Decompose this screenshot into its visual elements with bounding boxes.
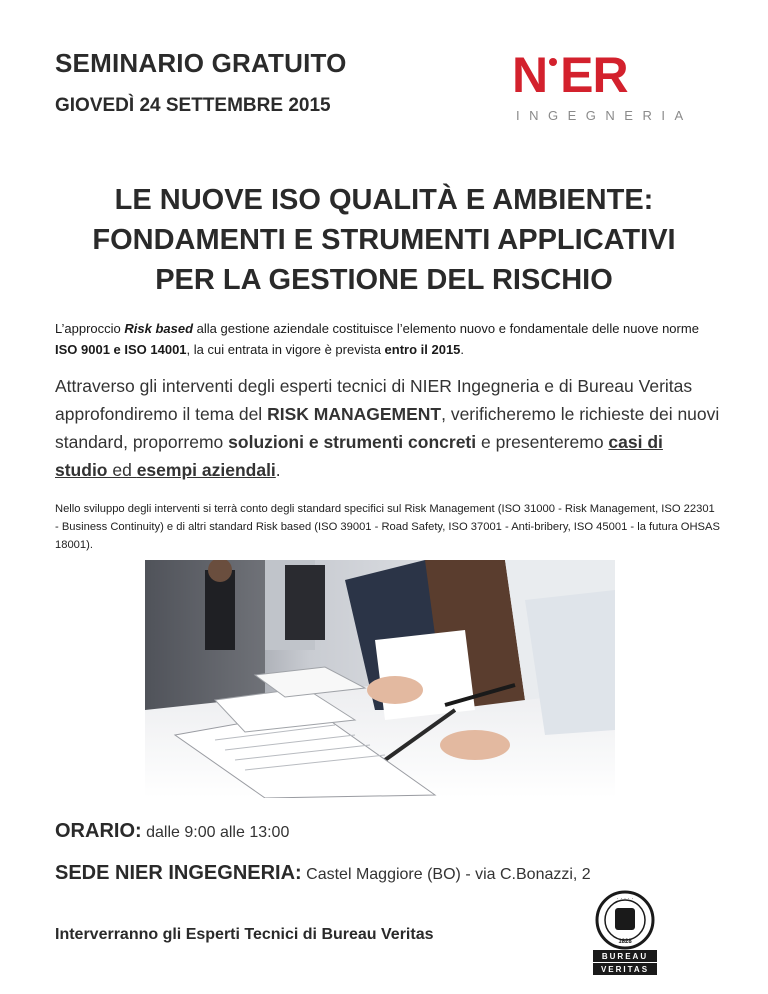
logo-brand-left: N	[512, 47, 548, 103]
main-title	[30, 180, 738, 300]
bureau-veritas-logo	[585, 888, 665, 978]
logo-brand-right: ER	[560, 47, 628, 103]
bv-year: 1828	[618, 939, 632, 945]
seminar-title: SEMINARIO GRATUITO	[55, 48, 347, 78]
title-line: PER LA GESTIONE DEL RISCHIO	[155, 264, 613, 296]
standards-note: Nello sviluppo degli interventi si terrà conto degli standard specifici sul Risk Management (ISO 31000 - Risk Management, ISO 22301 - Business Continuity) e di altri standard Risk based (ISO 39001 - Road Safety, ISO 37001 - Anti-bribery, ISO 45001 - la futura OHSAS 18001).	[55, 503, 720, 551]
title-line: LE NUOVE ISO QUALITÀ E AMBIENTE:	[114, 184, 654, 216]
nier-logo	[512, 47, 693, 130]
schedule-label: ORARIO:	[55, 820, 142, 842]
bv-line1: BUREAU	[601, 952, 649, 961]
svg-text:· · · · ·: · · · · ·	[616, 896, 634, 902]
seminar-header	[55, 48, 347, 117]
logo-dot-icon	[549, 58, 557, 66]
bv-line2: VERITAS	[600, 965, 650, 974]
intro-paragraph: L’approccio Risk based alla gestione aziendale costituisce l’elemento nuovo e fondamentale delle nuove norme ISO 9001 e ISO 14001, la cui entrata in vigore è prevista entro il 2015.	[55, 321, 699, 357]
meeting-photo	[145, 560, 615, 798]
lead-paragraph: Attraverso gli interventi degli esperti tecnici di NIER Ingegneria e di Bureau Veritas approfondiremo il tema del RISK MANAGEMENT, verificheremo le richieste dei nuovi standard, proporremo soluzioni e strumenti concreti e presenteremo casi di studio ed esempi aziendali.	[55, 376, 720, 480]
title-line: FONDAMENTI E STRUMENTI APPLICATIVI	[92, 224, 676, 256]
schedule-value: dalle 9:00 alle 13:00	[146, 824, 290, 841]
schedule	[55, 820, 289, 843]
venue-label: SEDE NIER INGEGNERIA:	[55, 862, 302, 884]
logo-subtitle: INGEGNERIA	[516, 108, 693, 123]
venue	[55, 862, 591, 885]
speakers-note: Interverranno gli Esperti Tecnici di Bureau Veritas	[55, 926, 434, 943]
seminar-date: GIOVEDÌ 24 SETTEMBRE 2015	[55, 95, 331, 116]
venue-value: Castel Maggiore (BO) - via C.Bonazzi, 2	[306, 866, 591, 883]
